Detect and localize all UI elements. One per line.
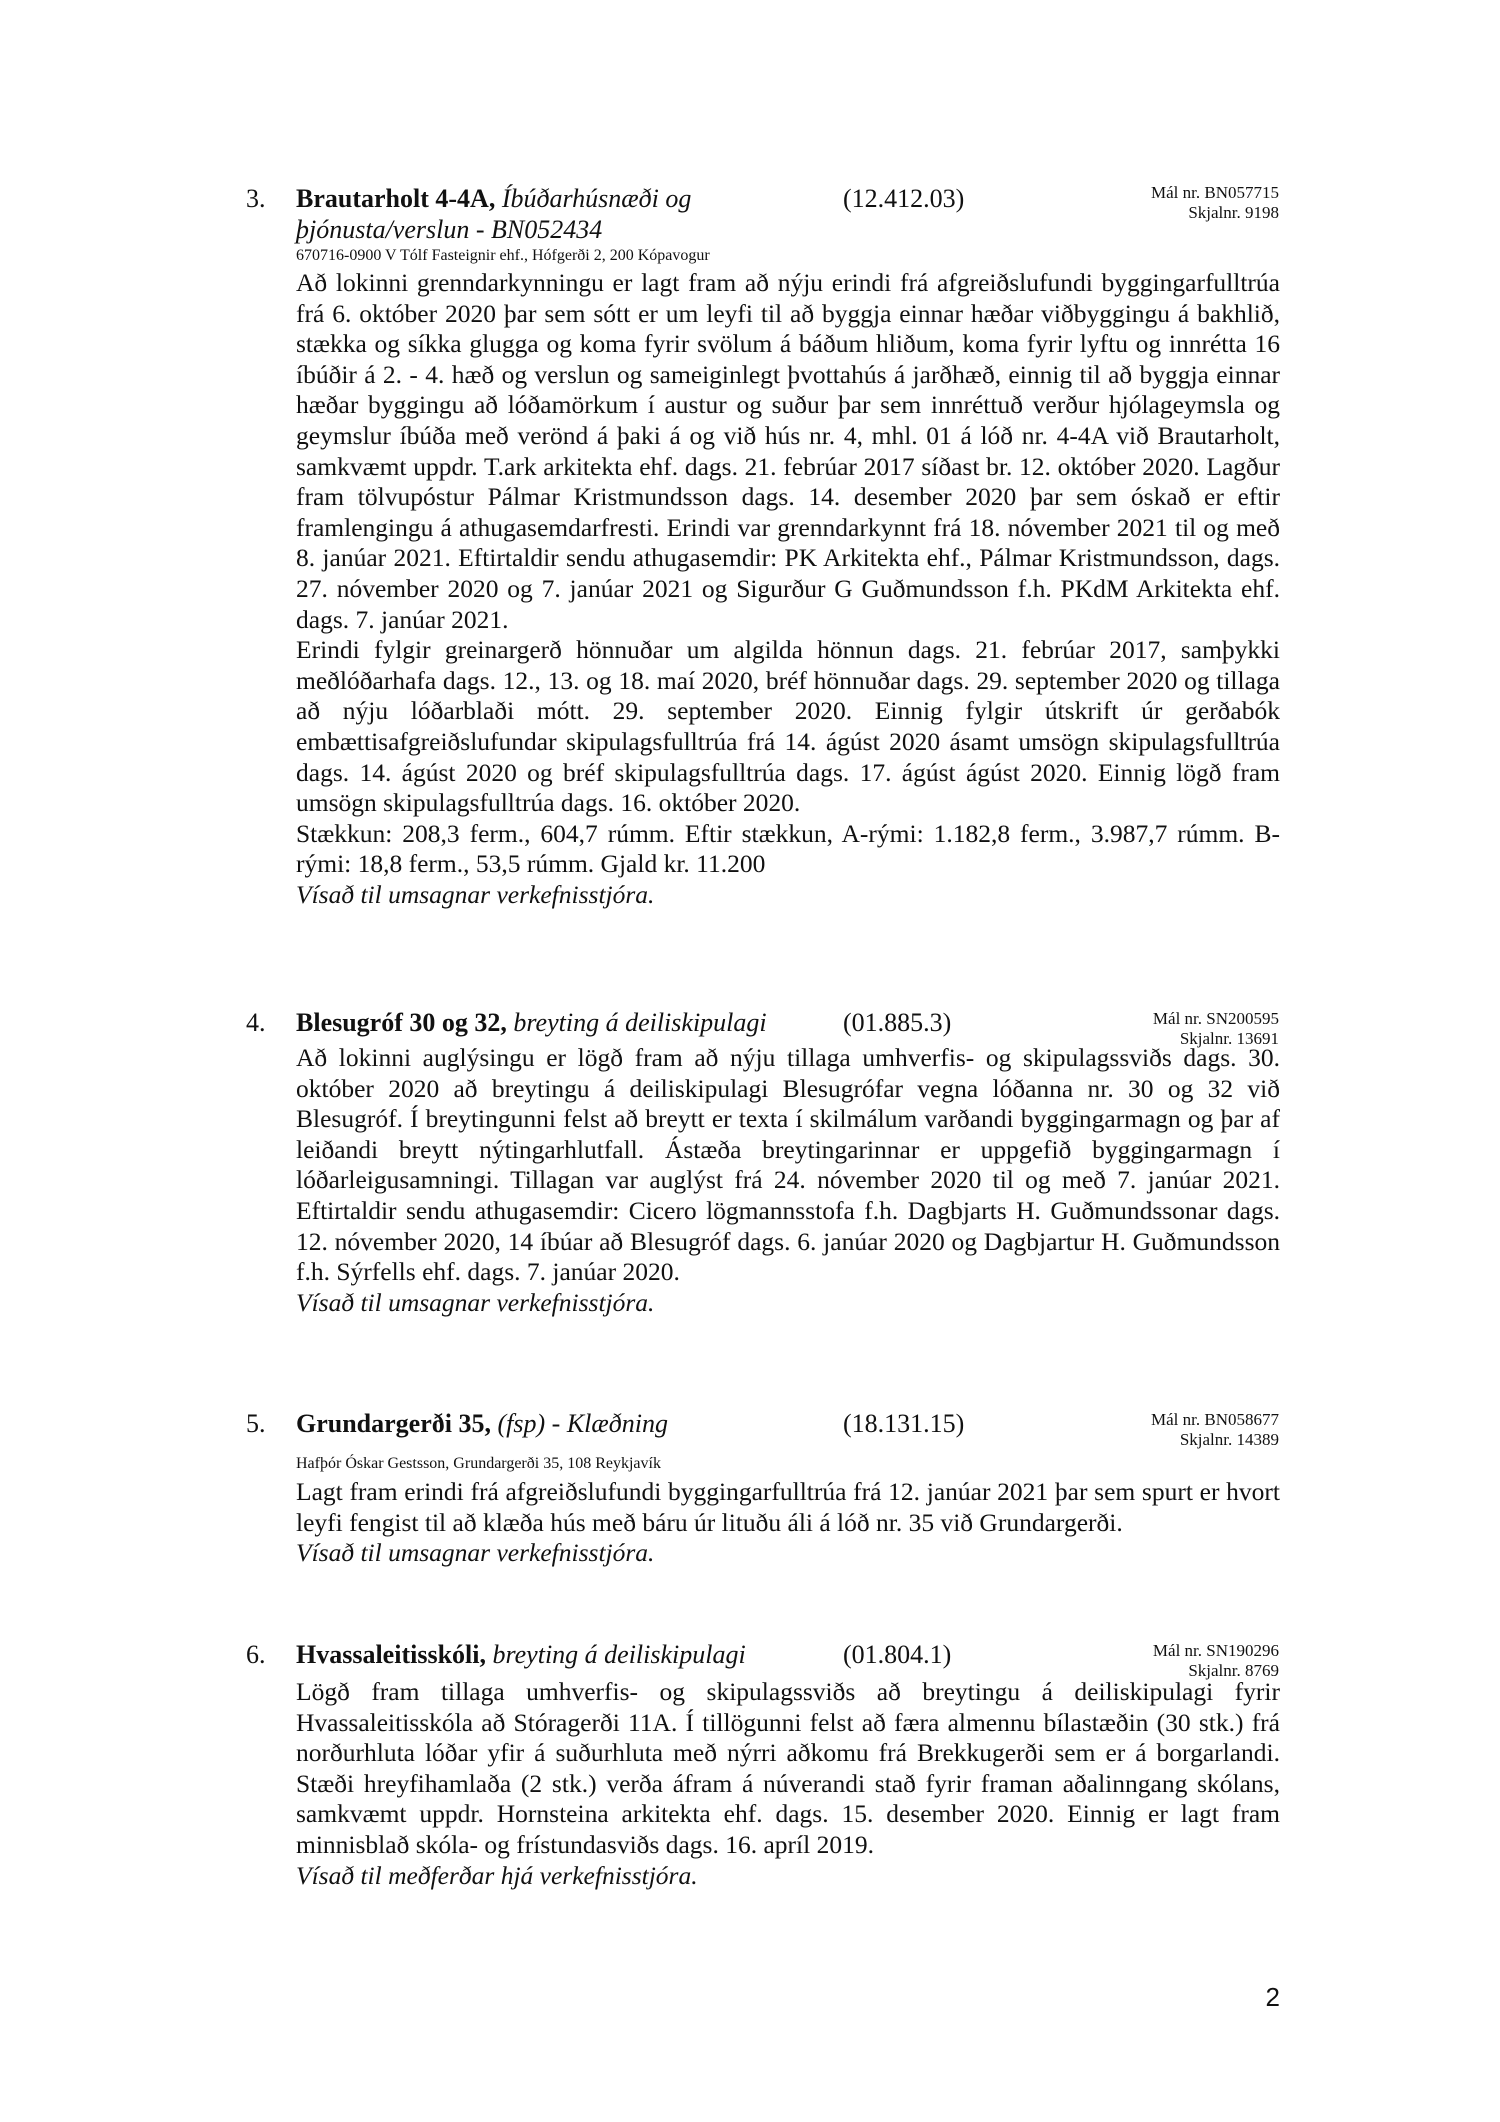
item-paragraph: Erindi fylgir greinargerð hönnuðar um algilda hönnun dags. 21. febrúar 2017, samþykki meðlóðarhafa dags. 12., 13. og 18. maí 2020, bréf hönnuðar dags. 29. september 2020 og tillaga að nýju lóðarblaði mótt. 29. september 2020. Einnig fylgir útskrift úr gerðabók embættisafgreiðslufundar skipulagsfulltrúa frá 14. ágúst 2020 ásamt umsögn skipulagsfulltrúa dags. 14. ágúst 2020 og bréf skipulagsfulltrúa dags. 17. ágúst ágúst 2020. Einnig lögð fram umsögn skipulagsfulltrúa dags. 16. október 2020.: [296, 635, 1280, 818]
mal-nr: Mál nr. BN058677: [1151, 1410, 1279, 1429]
item-paragraph: Að lokinni auglýsingu er lögð fram að nýju tillaga umhverfis- og skipulagssviðs dags. 30. október 2020 að breytingu á deiliskipulagi Blesugrófar vegna lóðanna nr. 30 og 32 við Blesugróf. Í breytingunni felst að breytt er texta í skilmálum varðandi byggingarmagn og þar af leiðandi breytt nýtingarhlutfall. Ástæða breytingarinnar er uppgefið byggingarmagn í lóðarleigusamningi. Tillagan var auglýst frá 24. nóvember 2020 til og með 7. janúar 2021. Eftirtaldir sendu athugasemdir: Cicero lögmannsstofa f.h. Dagbjarts H. Guðmundssonar dags. 12. nóvember 2020, 14 íbúar að Blesugróf dags. 6. janúar 2020 og Dagbjartur H. Guðmundsson f.h. Sýrfells ehf. dags. 7. janúar 2020.: [296, 1043, 1280, 1287]
skjal-nr: Skjalnr. 13691: [1179, 1029, 1279, 1048]
item-paragraph: Stækkun: 208,3 ferm., 604,7 rúmm. Eftir stækkun, A-rými: 1.182,8 ferm., 3.987,7 rúmm. B-rými: 18,8 ferm., 53,5 rúmm. Gjald kr. 11.200: [296, 818, 1280, 879]
item-paragraph: Lögð fram tillaga umhverfis- og skipulagssviðs að breytingu á deiliskipulagi fyrir Hvassaleitisskóla að Stóragerði 11A. Í tillögunni felst að færa almennu bílastæðin (30 stk.) frá norðurhluta lóðar yfir á suðurhluta með nýrri aðkomu frá Brekkugerði sem er á borgarlandi. Stæði hreyfihamlaða (2 stk.) verða áfram á núverandi stað fyrir framan aðalinngang skólans, samkvæmt uppdr. Hornsteina arkitekta ehf. dags. 15. desember 2020. Einnig er lagt fram minnisblað skóla- og frístundasviðs dags. 16. apríl 2019.: [296, 1677, 1280, 1859]
item-conclusion: Vísað til umsagnar verkefnisstjóra.: [296, 1538, 655, 1568]
item-title-subject: breyting á deiliskipulagi: [492, 1640, 746, 1669]
item-number: 3.: [246, 184, 266, 213]
case-reference: [1151, 1410, 1279, 1450]
item-title-address: Hvassaleitisskóli,: [296, 1640, 486, 1669]
item-title: [296, 183, 691, 245]
mal-nr: Mál nr. SN200595: [1152, 1009, 1279, 1028]
item-conclusion: Vísað til umsagnar verkefnisstjóra.: [296, 1287, 655, 1317]
item-title: [296, 1639, 746, 1670]
item-title-subject: breyting á deiliskipulagi: [513, 1008, 767, 1037]
item-number: 6.: [246, 1640, 266, 1669]
item-body: [296, 1677, 1280, 1891]
applicant: Hafþór Óskar Gestsson, Grundargerði 35, 108 Reykjavík: [296, 1455, 661, 1472]
item-title-address: Blesugróf 30 og 32,: [296, 1008, 507, 1037]
item-body: [296, 1043, 1280, 1318]
item-title: [296, 1007, 767, 1038]
skjal-nr: Skjalnr. 9198: [1188, 203, 1279, 222]
item-number: 4.: [246, 1008, 266, 1037]
page-number: 2: [1265, 1982, 1280, 2012]
case-reference: [1151, 183, 1279, 223]
item-title-subject: (fsp) - Klæðning: [497, 1409, 668, 1438]
case-reference: [1153, 1641, 1279, 1681]
land-code: (01.885.3): [843, 1008, 952, 1037]
item-paragraph: Lagt fram erindi frá afgreiðslufundi byggingarfulltrúa frá 12. janúar 2021 þar sem spurt er hvort leyfi fengist til að klæða hús með báru úr lituðu áli á lóð nr. 35 við Grundargerði.: [296, 1477, 1280, 1537]
mal-nr: Mál nr. SN190296: [1152, 1641, 1279, 1660]
applicant: 670716-0900 V Tólf Fasteignir ehf., Hófgerði 2, 200 Kópavogur: [296, 247, 710, 264]
item-number: 5.: [246, 1409, 266, 1438]
skjal-nr: Skjalnr. 14389: [1179, 1430, 1279, 1449]
item-conclusion: Vísað til meðferðar hjá verkefnisstjóra.: [296, 1860, 698, 1890]
item-conclusion: Vísað til umsagnar verkefnisstjóra.: [296, 879, 655, 909]
item-body: [296, 1477, 1280, 1569]
mal-nr: Mál nr. BN057715: [1151, 183, 1279, 202]
item-title-subject: Íbúðarhúsnæði og: [501, 184, 692, 213]
land-code: (01.804.1): [843, 1640, 952, 1669]
item-title: [296, 1408, 668, 1439]
land-code: (12.412.03): [843, 184, 965, 213]
land-code: (18.131.15): [843, 1409, 965, 1438]
item-title-address: Brautarholt 4-4A,: [296, 184, 496, 213]
item-paragraph: Að lokinni grenndarkynningu er lagt fram að nýju erindi frá afgreiðslufundi byggingarfulltrúa frá 6. október 2020 þar sem sótt er um leyfi til að byggja einnar hæðar viðbyggingu á bakhlið, stækka og síkka glugga og koma fyrir svölum á báðum hliðum, koma fyrir lyftu og innrétta 16 íbúðir á 2. - 4. hæð og verslun og sameiginlegt þvottahús á jarðhæð, einnig til að byggja einnar hæðar byggingu að lóðamörkum í austur og suður þar sem innréttuð verður hjólageymsla og geymslur íbúða með verönd á þaki á og við hús nr. 4, mhl. 01 á lóð nr. 4-4A við Brautarholt, samkvæmt uppdr. T.ark arkitekta ehf. dags. 21. febrúar 2017 síðast br. 12. október 2020. Lagður fram tölvupóstur Pálmar Kristmundsson dags. 14. desember 2020 þar sem óskað er eftir framlengingu á athugasemdarfresti. Erindi var grenndarkynnt frá 18. nóvember 2021 til og með 8. janúar 2021. Eftirtaldir sendu athugasemdir: PK Arkitekta ehf., Pálmar Kristmundsson, dags. 27. nóvember 2020 og 7. janúar 2021 og Sigurður G Guðmundsson f.h. PKdM Arkitekta ehf. dags. 7. janúar 2021.: [296, 268, 1280, 634]
item-body: [296, 268, 1280, 910]
item-title-subject-cont: þjónusta/verslun - BN052434: [296, 215, 603, 244]
skjal-nr: Skjalnr. 8769: [1188, 1661, 1279, 1680]
item-title-address: Grundargerði 35,: [296, 1409, 491, 1438]
